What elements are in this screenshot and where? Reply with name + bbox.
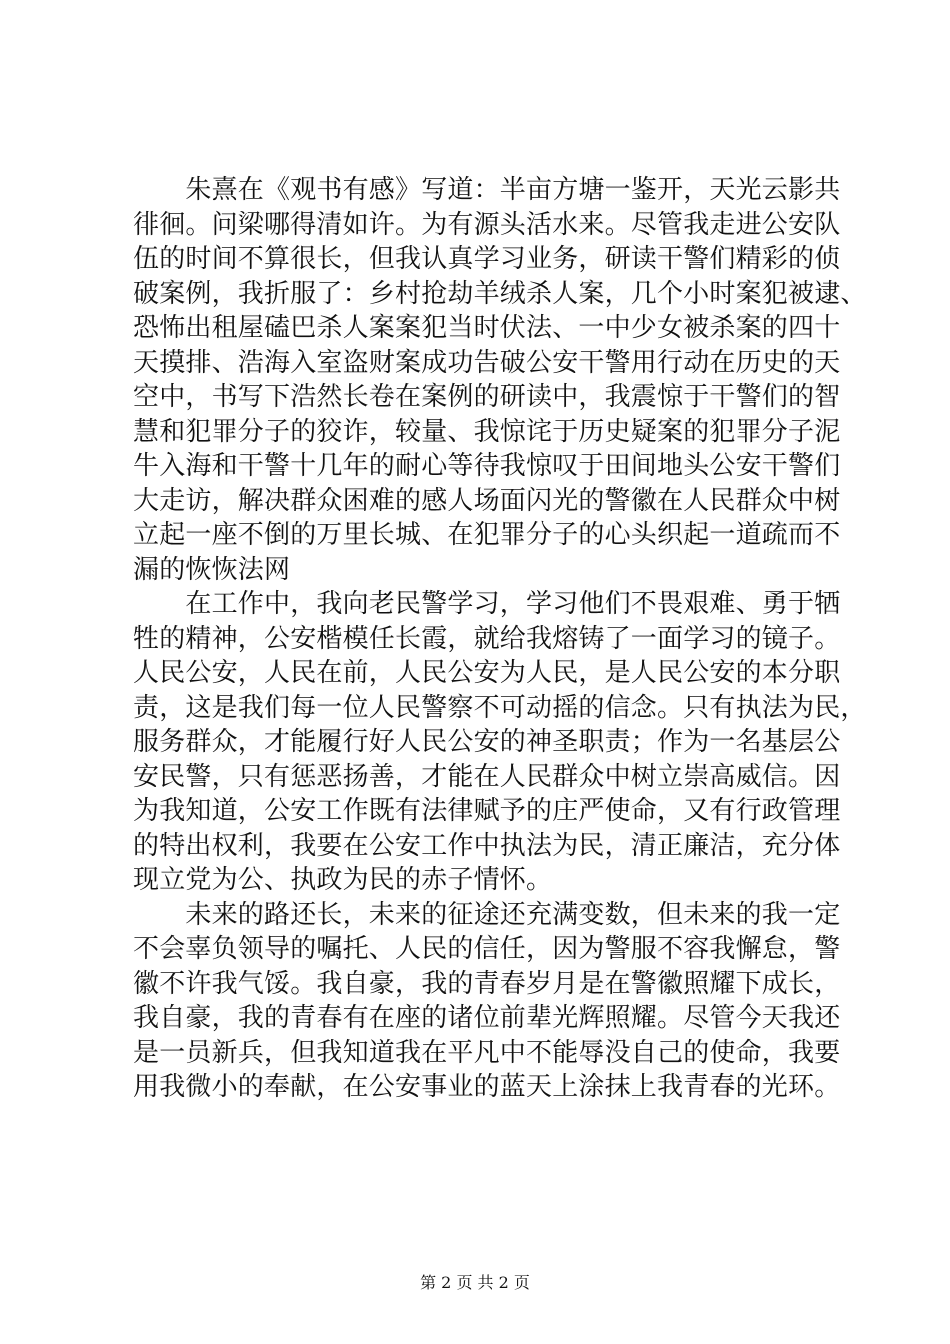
text-line: 在工作中，我向老民警学习，学习他们不畏艰难、勇于牺 xyxy=(133,589,841,619)
text-line: 慧和犯罪分子的狡诈，较量、我惊诧于历史疑案的犯罪分子泥 xyxy=(133,416,841,447)
text-line: 恐怖出租屋磕巴杀人案案犯当时伏法、一中少女被杀案的四十 xyxy=(133,313,841,343)
text-line: 用我微小的奉献，在公安事业的蓝天上涂抹上我青春的光环。 xyxy=(133,1072,841,1102)
text-line: 伍的时间不算很长，但我认真学习业务，研读干警们精彩的侦 xyxy=(133,244,841,274)
text-line: 责，这是我们每一位人民警察不可动摇的信念。只有执法为民， xyxy=(133,692,867,723)
text-line: 徘徊。问梁哪得清如许。为有源头活水来。尽管我走进公安队 xyxy=(133,209,841,240)
text-line: 不会辜负领导的嘱托、人民的信任，因为警服不容我懈怠，警 xyxy=(133,934,841,964)
text-line: 现立党为公、执政为民的赤子情怀。 xyxy=(133,865,553,895)
text-line: 的特出权利，我要在公安工作中执法为民，清正廉洁，充分体 xyxy=(133,830,841,861)
paragraph xyxy=(133,173,867,587)
document-body xyxy=(133,173,867,1105)
page-number-footer: 第 2 页 共 2 页 xyxy=(420,1273,530,1292)
text-line: 人民公安，人民在前，人民公安为人民，是人民公安的本分职 xyxy=(133,658,841,688)
text-line: 为我知道，公安工作既有法律赋予的庄严使命，又有行政管理 xyxy=(133,796,841,826)
text-line: 立起一座不倒的万里长城、在犯罪分子的心头织起一道疏而不 xyxy=(133,520,841,550)
text-line: 漏的恢恢法网 xyxy=(133,554,291,585)
text-line: 服务群众，才能履行好人民公安的神圣职责；作为一名基层公 xyxy=(133,727,841,757)
text-line: 破案例，我折服了：乡村抢劫羊绒杀人案，几个小时案犯被逮、 xyxy=(133,278,867,309)
text-line: 天摸排、浩海入室盗财案成功告破公安干警用行动在历史的天 xyxy=(133,347,841,378)
text-line: 牲的精神，公安楷模任长霞，就给我熔铸了一面学习的镜子。 xyxy=(133,623,841,654)
text-line: 朱熹在《观书有感》写道：半亩方塘一鉴开，天光云影共 xyxy=(133,175,841,205)
text-line: 未来的路还长，未来的征途还充满变数，但未来的我一定 xyxy=(133,899,841,930)
text-line: 是一员新兵，但我知道我在平凡中不能辱没自己的使命，我要 xyxy=(133,1037,841,1068)
text-line: 空中，书写下浩然长卷在案例的研读中，我震惊于干警们的智 xyxy=(133,382,841,412)
text-line: 徽不许我气馁。我自豪，我的青春岁月是在警徽照耀下成长， xyxy=(133,968,841,999)
text-line: 我自豪，我的青春有在座的诸位前辈光辉照耀。尽管今天我还 xyxy=(133,1003,841,1033)
paragraph xyxy=(133,898,841,1105)
text-line: 大走访，解决群众困难的感人场面闪光的警徽在人民群众中树 xyxy=(133,485,841,516)
text-line: 安民警，只有惩恶扬善，才能在人民群众中树立崇高威信。因 xyxy=(133,761,841,792)
text-line: 牛入海和干警十几年的耐心等待我惊叹于田间地头公安干警们 xyxy=(133,451,841,481)
paragraph xyxy=(133,587,867,898)
